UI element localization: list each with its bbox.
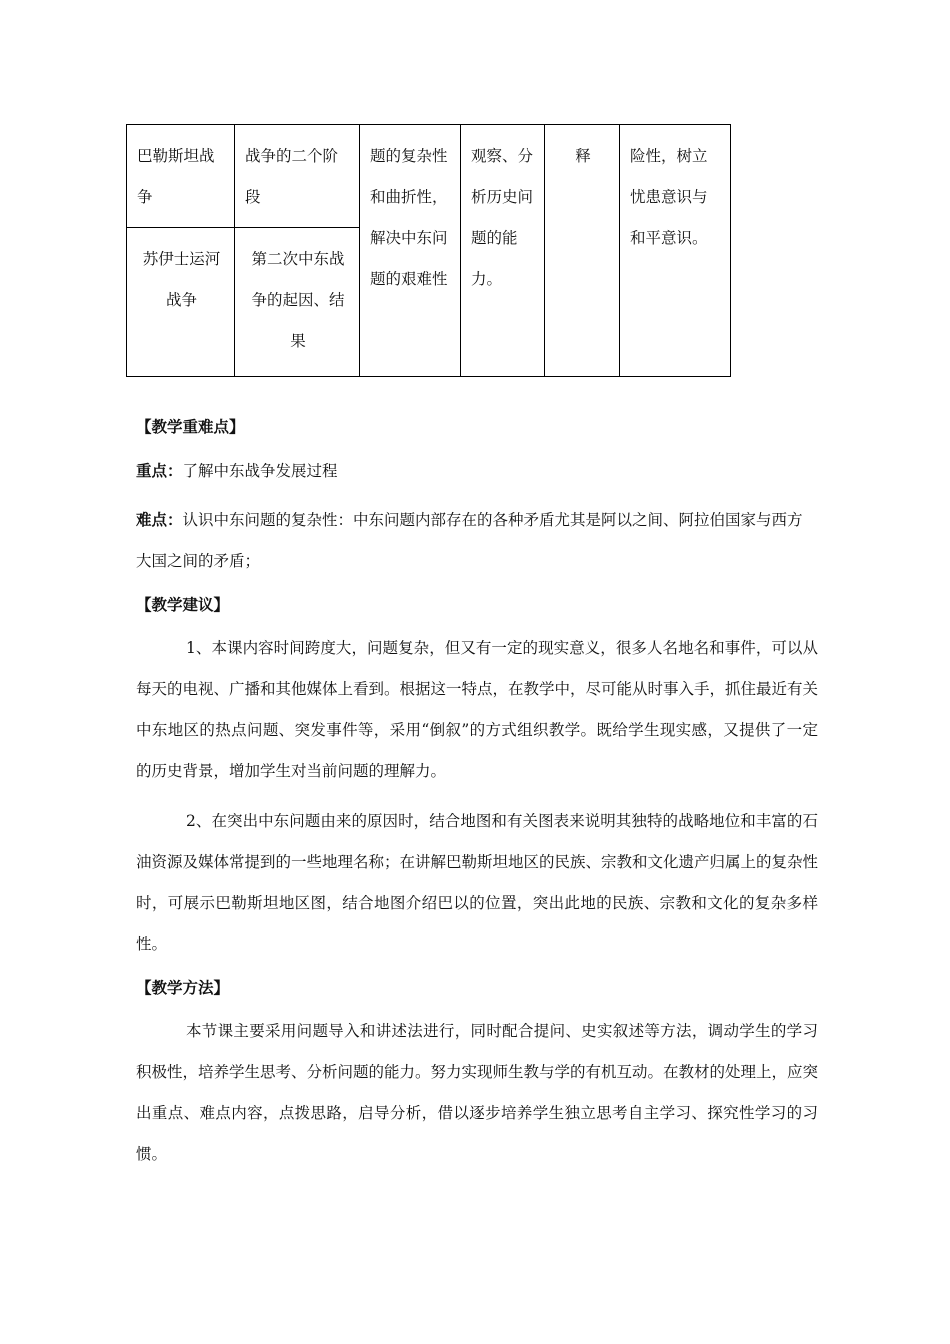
table-row bbox=[127, 125, 731, 228]
suggestions-heading: 【教学建议】 bbox=[136, 595, 230, 614]
suggestion-paragraph-1: 1、本课内容时间跨度大，问题复杂，但又有一定的现实意义，很多人名地名和事件，可以从每天的电视、广播和其他媒体上看到。根据这一特点，在教学中，尽可能从时事入手，抓住最近有关中东地区的热点问题、突发事件等，采用“倒叙”的方式组织教学。既给学生现实感，又提供了一定的历史背景，增加学生对当前问题的理解力。 bbox=[136, 639, 819, 780]
table-cell: 战争的二个阶段 bbox=[235, 125, 360, 228]
difficulty-text: 认识中东问题的复杂性：中东问题内部存在的各种矛盾尤其是阿以之间、阿拉伯国家与西方大国之间的矛盾； bbox=[136, 511, 803, 570]
table-cell: 巴勒斯坦战争 bbox=[127, 125, 235, 228]
suggestion-paragraph-2: 2、在突出中东问题由来的原因时，结合地图和有关图表来说明其独特的战略地位和丰富的石油资源及媒体常提到的一些地理名称；在讲解巴勒斯坦地区的民族、宗教和文化遗产归属上的复杂性时，可展示巴勒斯坦地区图，结合地图介绍巴以的位置，突出此地的民族、宗教和文化的复杂多样性。 bbox=[136, 812, 819, 953]
table-cell: 释 bbox=[545, 125, 620, 377]
table-cell: 观察、分析历史问题的能力。 bbox=[461, 125, 545, 377]
difficulty-line bbox=[136, 499, 818, 582]
table-cell: 第二次中东战争的起因、结果 bbox=[235, 228, 360, 377]
focus-text: 了解中东战争发展过程 bbox=[182, 462, 338, 480]
difficulty-label: 难点： bbox=[136, 510, 183, 529]
table-cell: 苏伊士运河战争 bbox=[127, 228, 235, 377]
focus-label: 重点： bbox=[136, 461, 183, 480]
document-body bbox=[136, 415, 818, 1175]
table-cell: 题的复杂性和曲折性，解决中东问题的艰难性 bbox=[360, 125, 461, 377]
table-cell: 险性，树立忧患意识与和平意识。 bbox=[620, 125, 731, 377]
methods-paragraph: 本节课主要采用问题导入和讲述法进行，同时配合提问、史实叙述等方法，调动学生的学习积极性，培养学生思考、分析问题的能力。努力实现师生教与学的有机互动。在教材的处理上，应突出重点、难点内容，点拨思路，启导分析，借以逐步培养学生独立思考自主学习、探究性学习的习惯。 bbox=[136, 1022, 819, 1163]
objectives-table bbox=[126, 124, 731, 377]
key-points-heading: 【教学重难点】 bbox=[136, 417, 245, 436]
methods-heading: 【教学方法】 bbox=[136, 978, 230, 997]
focus-line bbox=[136, 450, 818, 492]
